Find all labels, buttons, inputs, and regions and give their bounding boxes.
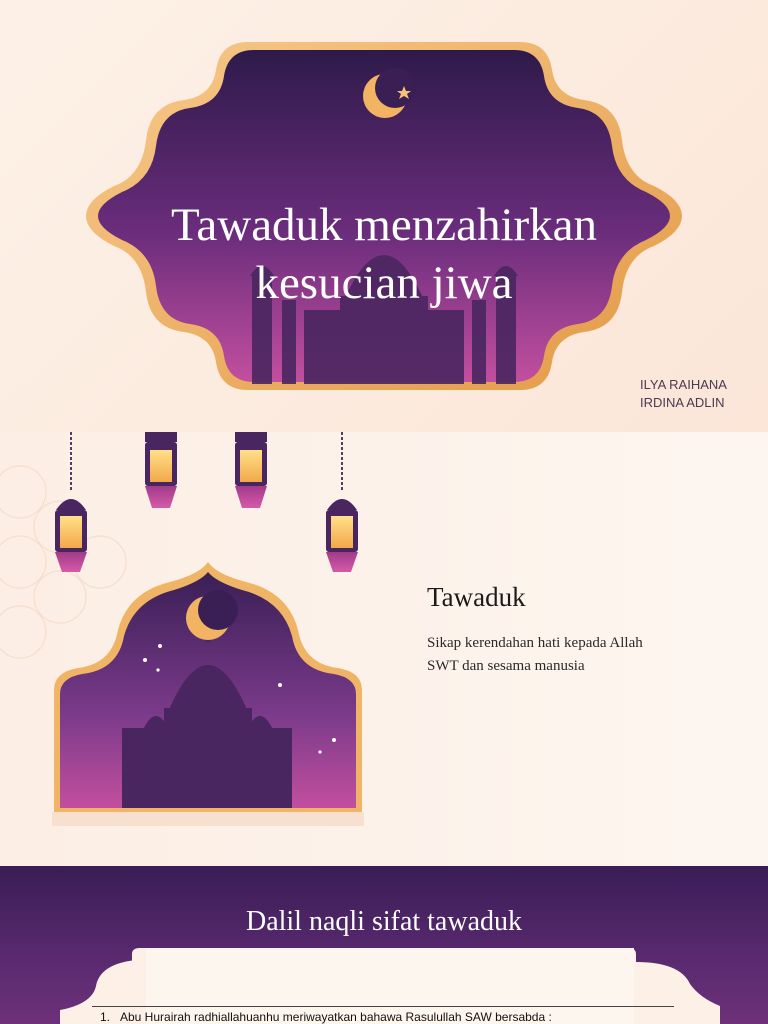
title-line-1: Tawaduk menzahirkan [170,199,598,251]
lantern-icon [235,432,267,508]
lantern-icon [326,432,358,572]
author-name: IRDINA ADLIN [640,395,725,410]
content-card [0,866,768,1024]
item-number: 1. [100,1010,111,1024]
lantern-icon [55,432,87,572]
item-text: Abu Hurairah radhiallahuanhu meriwayatkan bahawa Rasulullah SAW bersabda : [120,1010,552,1024]
lantern-icon [145,432,177,508]
definition-heading: Tawaduk [427,582,526,612]
definition-slide [0,432,768,866]
dalil-item [100,1010,552,1024]
table-border [92,1006,674,1007]
dalil-slide [0,866,768,1024]
arch-base [52,812,364,826]
lanterns-mosque-art [0,432,768,866]
author-name: ILYA RAIHANA [640,377,727,392]
title-slide [0,0,768,432]
authors-block [640,376,727,412]
title-line-2: kesucian jiwa [255,257,513,309]
definition-text: Sikap kerendahan hati kepada Allah SWT dan sesama manusia [427,635,643,674]
slide-title: Dalil naqli sifat tawaduk [245,906,523,937]
slide-title [110,196,658,312]
